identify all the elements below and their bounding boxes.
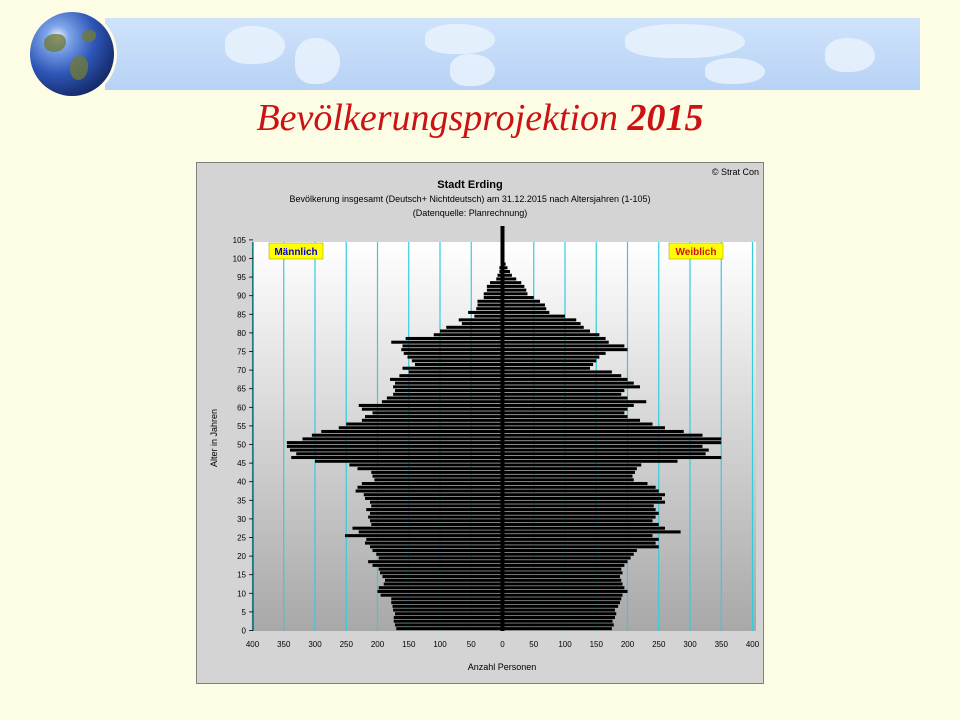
bar-female bbox=[503, 281, 522, 284]
bar-male bbox=[446, 326, 502, 329]
bar-male bbox=[368, 516, 502, 519]
bar-male bbox=[353, 527, 503, 530]
bar-male bbox=[362, 408, 503, 411]
bar-male bbox=[358, 486, 503, 489]
bar-female bbox=[503, 382, 634, 385]
bar-male bbox=[382, 400, 503, 403]
bar-female bbox=[503, 426, 666, 429]
x-tick-label: 300 bbox=[683, 640, 697, 649]
chart-source-note: (Datenquelle: Planrechnung) bbox=[412, 208, 528, 218]
x-tick-label: 400 bbox=[245, 640, 260, 649]
bar-female bbox=[503, 277, 517, 280]
bar-female bbox=[503, 374, 622, 377]
bar-female bbox=[503, 616, 616, 619]
bar-female bbox=[503, 463, 642, 466]
bar-male bbox=[478, 300, 503, 303]
bar-female bbox=[503, 292, 528, 295]
bar-female bbox=[503, 623, 614, 626]
bar-female bbox=[503, 400, 647, 403]
bar-male bbox=[359, 530, 503, 533]
bar-female bbox=[503, 378, 628, 381]
bar-male bbox=[349, 463, 502, 466]
bar-female bbox=[503, 393, 622, 396]
bar-male bbox=[396, 627, 502, 630]
bar-female bbox=[503, 467, 637, 470]
bar-male bbox=[393, 393, 502, 396]
y-tick-label: 70 bbox=[237, 366, 246, 376]
bar-male bbox=[395, 389, 503, 392]
bar-female bbox=[503, 594, 623, 597]
bar-female bbox=[503, 341, 609, 344]
bar-female bbox=[503, 538, 659, 541]
bar-female bbox=[503, 516, 656, 519]
bar-male bbox=[356, 489, 503, 492]
y-tick-label: 90 bbox=[237, 291, 246, 301]
bar-female bbox=[503, 530, 681, 533]
bar-male bbox=[385, 579, 503, 582]
bar-male bbox=[287, 445, 503, 448]
bar-male bbox=[370, 501, 503, 504]
bar-female bbox=[503, 300, 541, 303]
bar-female bbox=[503, 415, 628, 418]
bar-female bbox=[503, 627, 612, 630]
bar-male bbox=[366, 508, 502, 511]
bar-female bbox=[503, 575, 621, 578]
bar-female bbox=[503, 560, 628, 563]
bar-male bbox=[393, 605, 503, 608]
bar-female bbox=[503, 489, 659, 492]
bar-male bbox=[345, 534, 503, 537]
bar-male bbox=[346, 423, 502, 426]
y-tick-label: 25 bbox=[237, 533, 246, 543]
bar-male bbox=[321, 430, 502, 433]
bar-female bbox=[503, 579, 622, 582]
header-banner bbox=[105, 18, 920, 90]
bar-female bbox=[503, 519, 653, 522]
bar-male bbox=[379, 556, 503, 559]
bar-male bbox=[478, 303, 503, 306]
x-tick-label: 0 bbox=[500, 640, 505, 649]
slide-title: Bevölkerungsprojektion 2015 bbox=[256, 97, 704, 139]
bar-female bbox=[503, 527, 666, 530]
bar-female bbox=[503, 564, 625, 567]
x-tick-label: 350 bbox=[277, 640, 291, 649]
x-tick-label: 100 bbox=[433, 640, 447, 649]
bar-female bbox=[503, 612, 617, 615]
bar-male bbox=[373, 411, 503, 414]
x-tick-label: 400 bbox=[745, 640, 760, 649]
bar-male bbox=[365, 542, 503, 545]
bar-male bbox=[362, 482, 503, 485]
bar-female bbox=[503, 419, 641, 422]
bar-male bbox=[394, 616, 503, 619]
bar-female bbox=[503, 337, 606, 340]
y-tick-label: 10 bbox=[237, 589, 246, 599]
bar-female bbox=[503, 285, 525, 288]
bar-female bbox=[503, 363, 594, 366]
bar-male bbox=[362, 419, 503, 422]
bar-male bbox=[403, 367, 503, 370]
bar-male bbox=[303, 437, 503, 440]
y-tick-label: 55 bbox=[237, 421, 246, 431]
bar-female bbox=[503, 348, 628, 351]
bar-male bbox=[364, 493, 503, 496]
bar-male bbox=[403, 344, 503, 347]
bar-female bbox=[503, 315, 566, 318]
bar-male bbox=[393, 609, 502, 612]
bar-female bbox=[503, 437, 722, 440]
bar-female bbox=[503, 330, 591, 333]
bar-female bbox=[503, 322, 581, 325]
bar-male bbox=[370, 512, 503, 515]
bar-male bbox=[374, 478, 502, 481]
bar-male bbox=[394, 620, 503, 623]
bar-male bbox=[387, 396, 503, 399]
y-tick-label: 35 bbox=[237, 496, 246, 506]
y-tick-label: 45 bbox=[237, 459, 246, 469]
bar-male bbox=[384, 582, 503, 585]
bar-female bbox=[503, 542, 656, 545]
x-tick-label: 150 bbox=[589, 640, 603, 649]
bar-female bbox=[503, 620, 613, 623]
bar-male bbox=[287, 441, 503, 444]
bar-female bbox=[503, 609, 616, 612]
bar-male bbox=[404, 352, 503, 355]
bar-male bbox=[315, 460, 503, 463]
bar-female bbox=[503, 296, 534, 299]
y-tick-label: 40 bbox=[237, 477, 246, 487]
y-tick-label: 50 bbox=[237, 440, 246, 450]
bar-female bbox=[503, 307, 547, 310]
bar-male bbox=[370, 519, 503, 522]
bar-female bbox=[503, 523, 659, 526]
bar-male bbox=[408, 356, 503, 359]
bar-male bbox=[401, 348, 502, 351]
bar-male bbox=[365, 415, 503, 418]
bar-female bbox=[503, 601, 621, 604]
bar-male bbox=[390, 378, 503, 381]
legend-female: Weiblich bbox=[675, 247, 717, 258]
bar-male bbox=[358, 467, 503, 470]
bar-female bbox=[503, 586, 625, 589]
bar-female bbox=[503, 445, 703, 448]
bar-male bbox=[391, 341, 502, 344]
bar-male bbox=[373, 475, 503, 478]
center-axis bbox=[501, 226, 505, 631]
bar-female bbox=[503, 568, 622, 571]
bar-female bbox=[503, 333, 600, 336]
bar-male bbox=[371, 504, 502, 507]
bar-female bbox=[503, 396, 628, 399]
bar-female bbox=[503, 385, 641, 388]
bar-male bbox=[399, 374, 502, 377]
bar-male bbox=[312, 434, 503, 437]
bar-female bbox=[503, 571, 623, 574]
bar-male bbox=[383, 575, 503, 578]
y-tick-label: 60 bbox=[237, 403, 246, 413]
bar-male bbox=[391, 601, 502, 604]
bar-male bbox=[412, 359, 503, 362]
x-tick-label: 350 bbox=[714, 640, 728, 649]
bar-male bbox=[468, 311, 502, 314]
bar-female bbox=[503, 475, 633, 478]
bar-female bbox=[503, 482, 648, 485]
bar-male bbox=[296, 452, 502, 455]
x-tick-label: 100 bbox=[558, 640, 572, 649]
bar-male bbox=[415, 363, 503, 366]
bar-male bbox=[484, 292, 503, 295]
bar-male bbox=[381, 594, 503, 597]
bar-male bbox=[487, 289, 503, 292]
x-tick-label: 300 bbox=[308, 640, 322, 649]
bar-female bbox=[503, 408, 628, 411]
bar-male bbox=[484, 296, 503, 299]
bar-female bbox=[503, 501, 666, 504]
bar-female bbox=[503, 441, 722, 444]
bar-female bbox=[503, 326, 584, 329]
bar-male bbox=[462, 322, 503, 325]
bar-female bbox=[503, 556, 631, 559]
bar-female bbox=[503, 553, 634, 556]
copyright-note: © Strat Con bbox=[711, 167, 759, 177]
bar-male bbox=[395, 612, 503, 615]
bar-female bbox=[503, 597, 622, 600]
bar-female bbox=[503, 411, 625, 414]
bar-male bbox=[440, 330, 503, 333]
bar-female bbox=[503, 389, 625, 392]
bar-male bbox=[371, 471, 502, 474]
y-tick-label: 100 bbox=[232, 254, 246, 264]
bar-female bbox=[503, 590, 628, 593]
y-axis bbox=[233, 236, 253, 636]
bar-male bbox=[370, 545, 503, 548]
bar-female bbox=[503, 303, 546, 306]
bar-female bbox=[503, 534, 653, 537]
x-tick-label: 50 bbox=[466, 640, 476, 649]
bar-male bbox=[487, 285, 503, 288]
bar-female bbox=[503, 512, 659, 515]
bar-male bbox=[406, 337, 503, 340]
bar-male bbox=[459, 318, 503, 321]
y-tick-label: 5 bbox=[241, 607, 246, 617]
bar-female bbox=[503, 404, 634, 407]
bar-male bbox=[376, 553, 502, 556]
x-axis bbox=[246, 640, 760, 649]
bar-male bbox=[366, 538, 502, 541]
bar-male bbox=[373, 564, 503, 567]
bar-female bbox=[503, 311, 550, 314]
bar-female bbox=[503, 423, 653, 426]
x-tick-label: 150 bbox=[402, 640, 416, 649]
bar-male bbox=[391, 597, 502, 600]
x-axis-label: Anzahl Personen bbox=[467, 662, 537, 672]
bar-female bbox=[503, 493, 666, 496]
x-tick-label: 250 bbox=[652, 640, 666, 649]
y-tick-label: 15 bbox=[237, 570, 246, 580]
bar-male bbox=[291, 456, 502, 459]
y-axis-label: Alter in Jahren bbox=[209, 408, 219, 468]
bar-male bbox=[290, 449, 503, 452]
bar-female bbox=[503, 486, 656, 489]
bar-female bbox=[503, 456, 722, 459]
y-tick-label: 85 bbox=[237, 310, 246, 320]
chart-title: Stadt Erding bbox=[437, 179, 503, 191]
bar-male bbox=[434, 333, 503, 336]
bar-female bbox=[503, 508, 656, 511]
bar-male bbox=[476, 307, 502, 310]
bar-female bbox=[503, 344, 625, 347]
bar-male bbox=[365, 497, 503, 500]
bar-male bbox=[393, 385, 502, 388]
bar-female bbox=[503, 356, 600, 359]
y-tick-label: 80 bbox=[237, 328, 246, 338]
bar-female bbox=[503, 605, 619, 608]
x-tick-label: 200 bbox=[620, 640, 635, 649]
chart-frame bbox=[196, 162, 764, 684]
y-tick-label: 30 bbox=[237, 514, 246, 524]
bar-male bbox=[409, 370, 503, 373]
y-tick-label: 20 bbox=[237, 552, 246, 562]
y-tick-label: 75 bbox=[237, 347, 246, 357]
bar-male bbox=[395, 623, 503, 626]
x-tick-label: 50 bbox=[529, 640, 539, 649]
x-tick-label: 200 bbox=[370, 640, 385, 649]
bar-female bbox=[503, 370, 612, 373]
bar-female bbox=[503, 434, 703, 437]
y-tick-label: 65 bbox=[237, 384, 246, 394]
bar-female bbox=[503, 318, 577, 321]
bar-female bbox=[503, 367, 591, 370]
y-tick-label: 105 bbox=[232, 235, 246, 245]
bar-male bbox=[395, 382, 503, 385]
bar-female bbox=[503, 549, 637, 552]
population-pyramid-chart bbox=[197, 163, 763, 683]
bar-female bbox=[503, 449, 709, 452]
globe-logo bbox=[30, 12, 114, 96]
y-tick-label: 95 bbox=[237, 273, 246, 283]
bar-male bbox=[371, 523, 502, 526]
bar-male bbox=[378, 590, 503, 593]
bar-male bbox=[373, 549, 503, 552]
bar-female bbox=[503, 452, 706, 455]
bar-female bbox=[503, 359, 597, 362]
bar-female bbox=[503, 352, 606, 355]
bar-male bbox=[339, 426, 503, 429]
bar-female bbox=[503, 504, 654, 507]
bar-female bbox=[503, 430, 684, 433]
legend-male: Männlich bbox=[274, 247, 318, 258]
bar-male bbox=[359, 404, 503, 407]
chart-subtitle: Bevölkerung insgesamt (Deutsch+ Nichtdeutsch) am 31.12.2015 nach Altersjahren (1-105) bbox=[289, 194, 651, 204]
bar-male bbox=[379, 568, 503, 571]
bar-female bbox=[503, 582, 623, 585]
bar-female bbox=[503, 478, 634, 481]
bar-male bbox=[380, 571, 503, 574]
bar-female bbox=[503, 545, 659, 548]
bar-female bbox=[503, 460, 678, 463]
y-tick-label: 0 bbox=[241, 626, 246, 636]
bar-male bbox=[379, 586, 503, 589]
bar-female bbox=[503, 497, 662, 500]
bar-male bbox=[368, 560, 502, 563]
bar-female bbox=[503, 289, 527, 292]
x-tick-label: 250 bbox=[339, 640, 353, 649]
bar-female bbox=[503, 471, 636, 474]
bar-male bbox=[474, 315, 502, 318]
